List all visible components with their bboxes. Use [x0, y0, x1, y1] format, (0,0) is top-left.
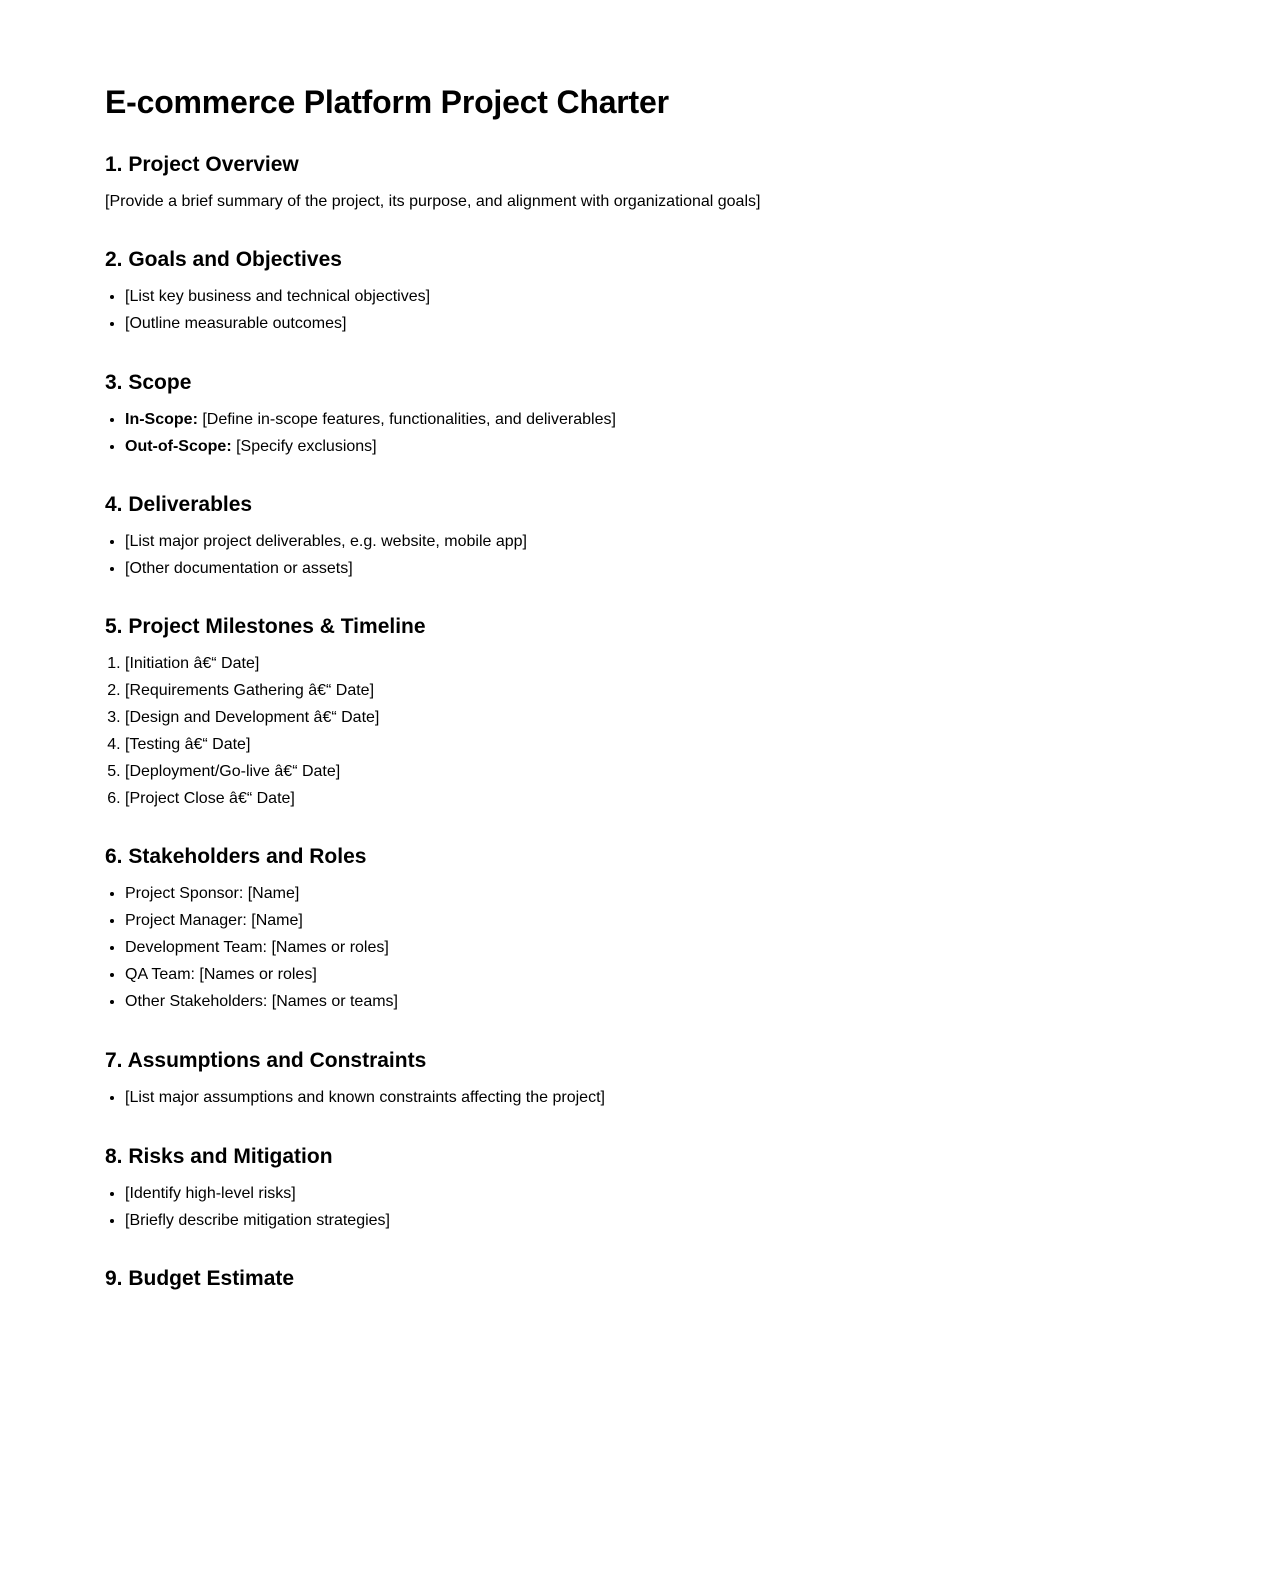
list-item [125, 437, 616, 457]
list-item: • [List major project deliverables, e.g. website, mobile app] [125, 532, 527, 552]
section-milestones [105, 613, 426, 816]
list-item: 6. [Project Close â€“ Date] [125, 789, 426, 809]
list-item: 3. [Design and Development â€“ Date] [125, 708, 426, 728]
section-heading: 6. Stakeholders and Roles [105, 845, 367, 868]
section-scope [105, 369, 616, 464]
page-title: E-commerce Platform Project Charter [105, 84, 669, 120]
out-of-scope-label: Out-of-Scope: [125, 438, 232, 455]
list-item: • Other Stakeholders: [Names or teams] [125, 992, 398, 1012]
goals-list [105, 287, 430, 334]
section-paragraph: [Provide a brief summary of the project, its purpose, and alignment with organizational goals] [105, 193, 761, 210]
in-scope-text: [Define in-scope features, functionalities, and deliverables] [197, 411, 616, 428]
list-item: 2. [Requirements Gathering â€“ Date] [125, 681, 426, 701]
list-item: • [List key business and technical objectives] [125, 287, 430, 307]
section-risks [105, 1143, 390, 1238]
section-heading: 8. Risks and Mitigation [105, 1145, 333, 1168]
section-heading: 3. Scope [105, 371, 192, 394]
section-budget [105, 1265, 294, 1293]
section-stakeholders [105, 843, 398, 1019]
assumptions-list [105, 1088, 605, 1108]
section-deliverables [105, 491, 527, 586]
section-heading: 5. Project Milestones & Timeline [105, 615, 426, 638]
section-heading: 4. Deliverables [105, 493, 253, 516]
section-goals [105, 246, 430, 341]
section-heading: 2. Goals and Objectives [105, 248, 342, 271]
list-item: 4. [Testing â€“ Date] [125, 735, 426, 755]
list-item: • Development Team: [Names or roles] [125, 938, 398, 958]
deliverables-list [105, 532, 527, 579]
stakeholders-list [105, 884, 398, 1012]
in-scope-label: In-Scope: [125, 411, 198, 428]
list-item: • QA Team: [Names or roles] [125, 965, 398, 985]
list-item: • [Briefly describe mitigation strategies] [125, 1211, 390, 1231]
list-item [125, 410, 616, 430]
section-project-overview [105, 151, 760, 212]
risks-list [105, 1184, 390, 1231]
list-item: 5. [Deployment/Go-live â€“ Date] [125, 762, 426, 782]
list-item: • [Identify high-level risks] [125, 1184, 390, 1204]
out-of-scope-text: [Specify exclusions] [231, 438, 377, 455]
section-heading: 1. Project Overview [105, 153, 299, 176]
list-item: • [Outline measurable outcomes] [125, 314, 430, 334]
section-assumptions [105, 1047, 605, 1115]
milestones-list [105, 654, 426, 809]
list-item: 1. [Initiation â€“ Date] [125, 654, 426, 674]
section-heading: 7. Assumptions and Constraints [105, 1049, 427, 1072]
scope-list [105, 410, 616, 457]
list-item: • Project Sponsor: [Name] [125, 884, 398, 904]
list-item: • Project Manager: [Name] [125, 911, 398, 931]
section-heading: 9. Budget Estimate [105, 1267, 295, 1290]
list-item: • [List major assumptions and known constraints affecting the project] [125, 1088, 605, 1108]
list-item: • [Other documentation or assets] [125, 559, 527, 579]
